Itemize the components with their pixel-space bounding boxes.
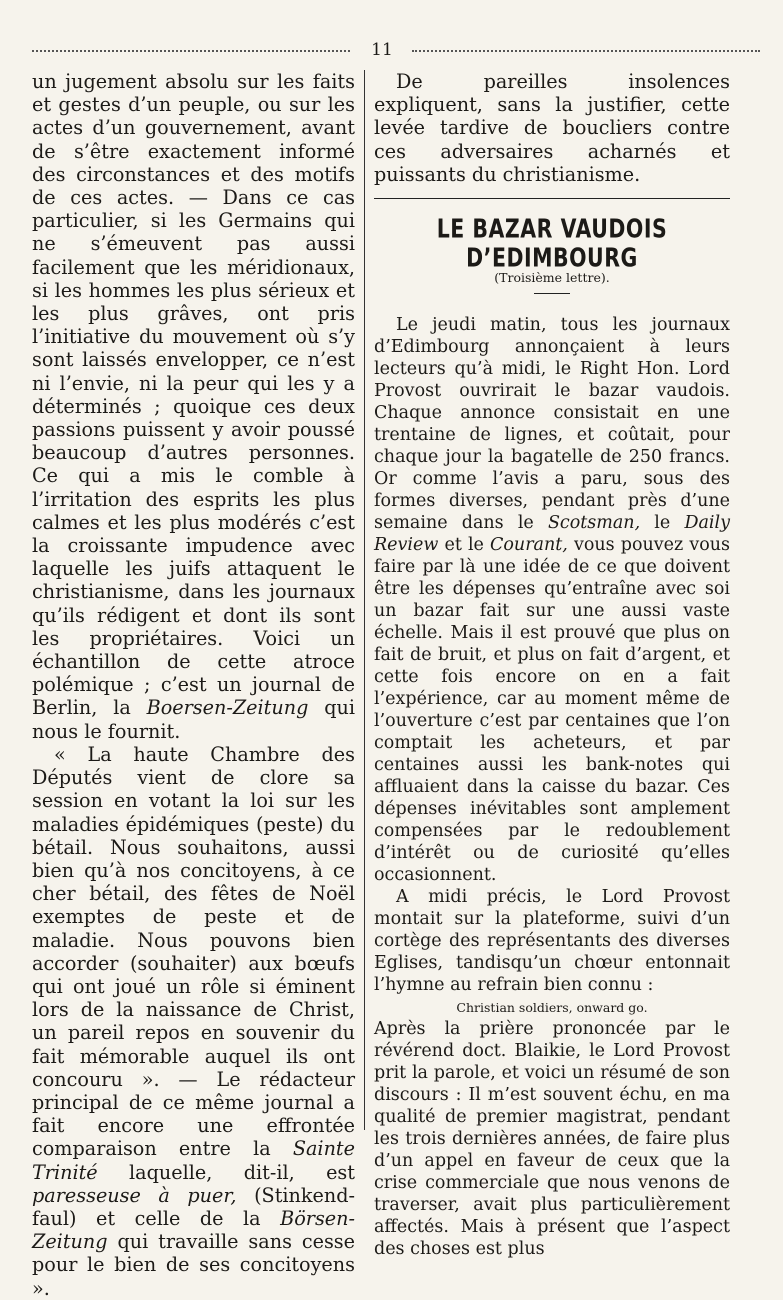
text-run: (Stinkend-faul) et celle de la xyxy=(32,1183,356,1230)
text-run: vous pouvez vous faire par là une idée de ce que doivent être les dépenses qu’entraîne avec soi un bazar fait sur une aussi vaste échelle. Mais il est prouvé que plus on fait de bruit, et plus on fait d’argent, et cette fois encore on en a fait l’expérience, car au moment même de l’ouverture c’est par centaines que l’on comptait les acheteurs, et par centaines aussi les bank-notes qui affluaient dans la caisse du bazar. Ces dépenses inévitables sont amplement compensées par le redoublement d’intérêt ou de curiosité qu’elles occasionnent. xyxy=(374,535,730,886)
header-rule-left xyxy=(32,50,350,52)
text-run: un jugement absolu sur les faits et gestes d’un peuple, ou sur les actes d’un gouvernement, avant de s’être exactement informé des circonstances et des motifs de ces actes. — Dans ce cas particulier, si les Germains qui ne s’émeuvent pas aussi facilement que les méridionaux, si les hommes les plus sérieux et les plus grâves, ont pris l’initiative du mouvement où s’y sont laissés envelopper, ce n’est ni l’envie, ni la peur qui les y a déterminés ; quoique ces deux passions puissent y avoir poussé beaucoup d’autres personnes. Ce qui a mis le comble à l’irritation des esprits les plus calmes et les plus modérés c’est la croissante impudence avec laquelle les juifs attaquent le christianisme, dans les journaux qu’ils rédigent et dont ils sont les propriétaires. Voici un échantillon de cette atroce polémique ; c’est un journal de Berlin, la xyxy=(32,70,355,720)
hymn-refrain: Christian soldiers, onward go. xyxy=(456,1000,648,1016)
section-rule xyxy=(374,198,730,199)
article-paragraph-2: A midi précis, le Lord Provost montait sur la plateforme, suivi d’un cortège des représentants des diverses Eglises, tandisqu’un chœur entonnait l’hymne au refrain bien connu : xyxy=(374,887,730,996)
title-rule xyxy=(534,293,570,294)
newspaper-name: Courant, xyxy=(490,535,568,556)
italic-phrase: paresseuse à puer, xyxy=(32,1183,237,1207)
text-run: et le xyxy=(438,535,490,556)
page-header xyxy=(32,40,760,60)
article-body xyxy=(374,314,730,1260)
article-paragraph-3: Après la prière prononcée par le révérend doct. Blaikie, le Lord Provost prit la parole, et voici un résumé de son discours : Il m’est souvent échu, en ma qualité de premier magistrat, pendant les trois dernières années, de faire plus d’un appel en faveur de ceux que la crise commerciale que nous venons de traverser, avait plus particulièrement affectés. Mais à présent que l’aspect des choses est plus xyxy=(374,1019,730,1260)
article-title: LE BAZAR VAUDOIS D’EDIMBOURG xyxy=(436,213,668,273)
text-run: qui travaille sans cesse pour le bien de ses concitoyens ». xyxy=(32,1230,355,1300)
text-run: le xyxy=(640,513,685,534)
text-run: laquelle, dit-il, est xyxy=(97,1160,355,1184)
header-rule-right xyxy=(412,50,760,52)
newspaper-name: Boersen-Zeitung xyxy=(146,696,309,720)
left-column xyxy=(32,70,355,1300)
text-run: « La haute Chambre des Députés vient de clore sa session en votant la loi sur les maladies épidémiques (peste) du bétail. Nous souhaitons, aussi bien qu’à nos concitoyens, à ce cher bétail, des fêtes de Noël exemptes de peste et de maladie. Nous pouvons bien accorder (souhaiter) aux bœufs qui ont joué un rôle si éminent lors de la naissance de Christ, un pareil repos en souvenir du fait mémorable auquel ils ont concouru ». — Le rédacteur principal de ce même journal a fait encore une effrontée comparaison entre la xyxy=(32,742,355,1161)
italic-phrase: Sainte Trinité xyxy=(32,1137,355,1184)
left-paragraph-2 xyxy=(32,743,355,1300)
left-paragraph-1 xyxy=(32,70,355,743)
newspaper-name: Daily Review xyxy=(374,513,730,556)
column-divider xyxy=(364,70,365,1130)
text-run: qui nous le fournit. xyxy=(32,696,355,743)
newspaper-name: Scotsman, xyxy=(547,513,641,534)
newspaper-name: Börsen-Zeitung xyxy=(32,1206,355,1254)
page-number: 11 xyxy=(371,40,393,60)
article-paragraph-1 xyxy=(374,314,730,886)
right-column xyxy=(374,70,730,1260)
article-subtitle: (Troisième lettre). xyxy=(494,270,610,286)
text-run: Le jeudi matin, tous les journaux d’Edimbourg annonçaient à leurs lecteurs qu’à midi, le Right Hon. Lord Provost ouvrirait le bazar vaudois. Chaque annonce consistait en une trentaine de lignes, et coûtait, pour chaque jour la bagatelle de 250 francs. Or comme l’avis a paru, sous des formes diverses, pendant près d’une semaine dans le xyxy=(374,315,730,534)
right-intro-paragraph: De pareilles insolences expliquent, sans la justifier, cette levée tardive de boucliers contre ces adversaires acharnés et puissants du christianisme. xyxy=(374,70,730,186)
